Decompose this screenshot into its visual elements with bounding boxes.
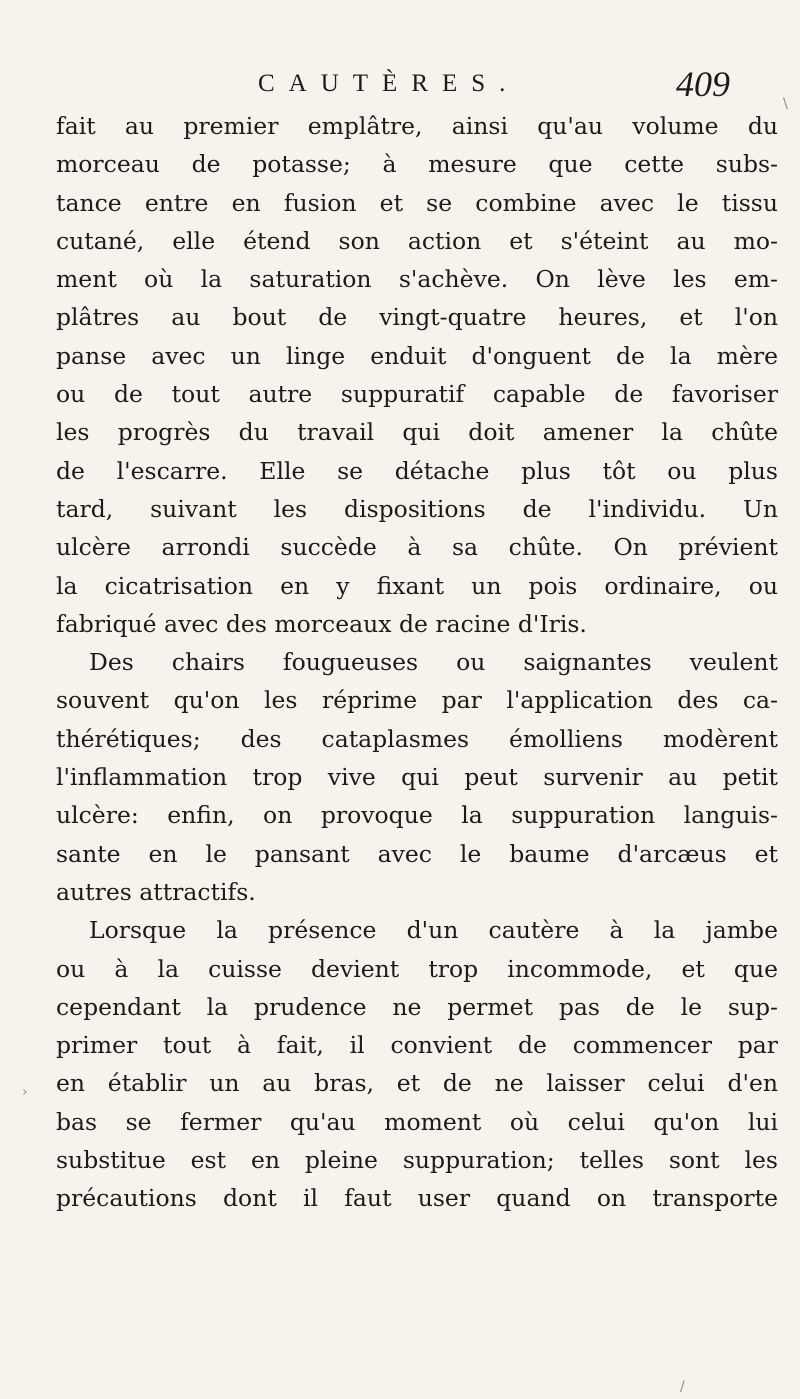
text-line: Des chairs fougueuses ou saignantes veulent [89,648,778,677]
margin-speck: › [22,1084,28,1100]
page-number: 409 [676,64,730,104]
text-line: cependant la prudence ne permet pas de le sup- [56,992,778,1021]
text-line: Lorsque la présence d'un cautère à la jambe [89,916,778,945]
text-line: primer tout à fait, il convient de commencer par [56,1031,778,1060]
text-line: ou de tout autre suppuratif capable de favoriser [56,380,778,409]
text-line: autres attractifs. [56,877,256,906]
running-title: CAUTÈRES. [258,70,520,97]
text-line: ment où la saturation s'achève. On lève les em- [56,265,778,294]
margin-speck: \ [783,96,788,112]
text-line: thérétiques; des cataplasmes émolliens modèrent [56,724,778,753]
text-line: précautions dont il faut user quand on transporte [56,1184,778,1213]
text-line: de l'escarre. Elle se détache plus tôt ou plus [56,456,778,485]
text-line: ou à la cuisse devient trop incommode, et que [56,954,778,983]
text-line: bas se fermer qu'au moment où celui qu'on lui [56,1107,778,1136]
running-head [0,64,800,108]
text-line: la cicatrisation en y fixant un pois ordinaire, ou [56,571,778,600]
text-line: substitue est en pleine suppuration; telles sont les [56,1146,778,1175]
text-line: panse avec un linge enduit d'onguent de la mère [56,341,778,370]
text-line: ulcère arrondi succède à sa chûte. On prévient [56,533,778,562]
text-line: les progrès du travail qui doit amener la chûte [56,418,778,447]
text-line: ulcère: enfin, on provoque la suppuration languis- [56,801,778,830]
text-line: sante en le pansant avec le baume d'arcæus et [56,839,778,868]
text-line: fabriqué avec des morceaux de racine d'Iris. [56,609,587,638]
text-line: souvent qu'on les réprime par l'application des ca- [56,686,778,715]
margin-speck: / [680,1379,685,1395]
text-line: tance entre en fusion et se combine avec le tissu [56,188,778,217]
text-line: tard, suivant les dispositions de l'individu. Un [56,494,778,523]
text-line: cutané, elle étend son action et s'éteint au mo- [56,226,778,255]
body-text [56,107,778,1218]
text-line: plâtres au bout de vingt-quatre heures, et l'on [56,303,778,332]
text-line: fait au premier emplâtre, ainsi qu'au volume du [56,112,778,140]
text-line: en établir un au bras, et de ne laisser celui d'en [56,1069,778,1098]
text-line: l'inflammation trop vive qui peut survenir au petit [56,763,778,792]
text-line: morceau de potasse; à mesure que cette subs- [56,150,778,179]
